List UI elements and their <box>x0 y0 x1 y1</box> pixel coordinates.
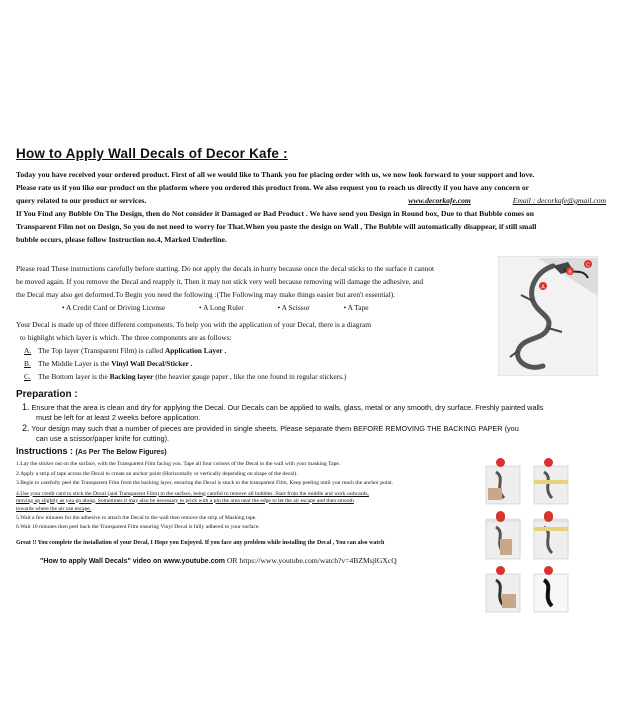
layers-section <box>16 318 496 383</box>
intro-line-2: Please rate us if you like our product on the platform where you ordered this product from. We also request you to reach us directly if you have any concern or <box>16 183 530 192</box>
prep-item-1: 1. Ensure that the area is clean and dry for applying the Decal. Our Decals can be applied to walls, glass, metal or any smooth, dry surface. Freshly painted walls <box>22 402 544 412</box>
layer-a: A. The Top layer (Transparent Film) is called Application Layer . <box>24 346 227 355</box>
step-figure <box>530 513 572 561</box>
instruction-step-3: 3.Begin to carefully peel the Transparent Film from the backing layer, ensuring the Decal is stuck to the transparent Film, Keep peeling until you reach the anchor point. <box>16 480 394 486</box>
step-figure <box>530 458 572 506</box>
video-title: "How to apply Wall Decals" video on www.youtube.com <box>40 558 226 565</box>
closing-note: Great !! You complete the installation of your Decal, I Hope you Enjoyed. If you face any problem while installing the Decal , You can also watch <box>16 540 385 546</box>
email-link[interactable]: Email : decorkafe@gmail.com <box>512 196 606 205</box>
contact-row <box>16 194 606 207</box>
step-figure <box>482 458 524 506</box>
intro-line-6: bubble occurs, please follow Instruction no.4, Marked Underline. <box>16 235 227 244</box>
prep-item-2: 2. Your design may such that a number of pieces are provided in single sheets. Please separate them BEFORE REMOVING THE BACKING PAPER (you <box>22 423 519 433</box>
intro-paragraph <box>16 168 606 246</box>
instruction-step-5: 5.Wait a few minutes for the adhesive to attach the Decal to the wall then remove the strip of Masking tape. <box>16 514 257 521</box>
instruction-step-4-cont: moving up slightly as you go along. Sometimes it may also be necessary to prick with a pin the area near the edge to let the air escape and then smooth <box>16 497 354 504</box>
layer-c: C. The Bottom layer is the Backing layer (the heavier gauge paper , like the one found in regular stickers.) <box>24 372 347 381</box>
video-line: "How to apply Wall Decals" video on www.youtube.com OR https://www.youtube.com/watch?v=4BZMsjlGXcQ <box>40 556 397 565</box>
read-line-3: the Decal may also get deformed.To Begin you need the following :(The Following may make things easier but aren't essential). <box>16 290 396 299</box>
step-figure <box>482 566 524 614</box>
prep-item-2-cont: can use a scissor/paper knife for cutting). <box>36 434 170 443</box>
instruction-step-4-cont2: towards where the air can escape. <box>16 505 92 512</box>
instruction-step-2: 2.Apply a strip of tape across the Decal to create an anchor point (Horizontally or vertically depending on shape of the decal). <box>16 470 298 477</box>
tool-item: • A Long Ruler <box>199 303 244 312</box>
instruction-step-4: 4.Use your credit card to stick the Decal (and Transparent Film) to the surface, being careful to remove all bubbles. Start from the middle and work outwards, <box>16 490 369 497</box>
read-paragraph <box>16 262 496 301</box>
tools-list <box>62 303 401 312</box>
read-line-1: Please read These instructions carefully before starting. Do not apply the decals in hurry because once the decal sticks to the surface it cannot <box>16 264 435 273</box>
layer-diagram-image <box>498 256 598 381</box>
read-line-2: be moved again. If you remove the Decal and reapply it, Then it may not stick very well because removing will damage the adhesive, and <box>16 277 424 286</box>
diagram-label-b: B <box>568 269 572 276</box>
step-figures-row-2 <box>482 513 620 619</box>
step-figure <box>530 566 572 614</box>
step-figure <box>482 513 524 561</box>
intro-line-5: Transparent Film not on Design, So you do not need to worry for That.When you paste the design on Wall , The Bubble will automatically disappear, if still small <box>16 222 537 231</box>
prep-item-1-cont: must be left for at least 2 weeks before application. <box>36 413 201 422</box>
instruction-step-6: 6.Wait 10 minutes then peel back the Transparent Film ensuring Vinyl Decal is fully adhered to your surface. <box>16 524 260 530</box>
layers-line-2: to highlight which layer is which. The three components are as follows: <box>20 333 232 342</box>
video-link[interactable]: https://www.youtube.com/watch?v=4BZMsjlGXcQ <box>239 556 397 565</box>
preparation-list <box>22 402 612 444</box>
intro-line-3: query related to our product or services. <box>16 196 147 205</box>
instructions-heading: Instructions : (As Per The Below Figures) <box>16 446 167 456</box>
tool-item: • A Tape <box>343 303 369 312</box>
diagram-label-a: A <box>541 284 545 291</box>
intro-line-1: Today you have received your ordered product. First of all we would like to Thank you for placing order with us, we now look forward to your support and love. <box>16 170 535 179</box>
layers-line-1: Your Decal is made up of three different components. To help you with the application of your Decal, there is a diagram <box>16 320 371 329</box>
instruction-step-1: 1.Lay the sticker out on the surface, with the Transparent Film facing you. Tape all four corners of the Decal to the wall with your masking Tape. <box>16 461 341 467</box>
page-title: How to Apply Wall Decals of Decor Kafe : <box>16 146 288 161</box>
tool-item: • A Scissor <box>277 303 310 312</box>
diagram-label-c: C <box>586 262 590 269</box>
instructions-list <box>16 460 476 533</box>
layer-b: B. The Middle Layer is the Vinyl Wall Decal/Sticker . <box>24 359 193 368</box>
intro-line-4: If You Find any Bubble On The Design, then do Not consider it Damaged or Bad Product . We have send you Design in Round box, Due to that Bubble comes on <box>16 209 535 218</box>
tool-item: • A Credit Card or Driving License <box>62 303 166 312</box>
preparation-heading: Preparation : <box>16 389 78 400</box>
website-link[interactable]: www.decorkafe.com <box>408 196 471 205</box>
